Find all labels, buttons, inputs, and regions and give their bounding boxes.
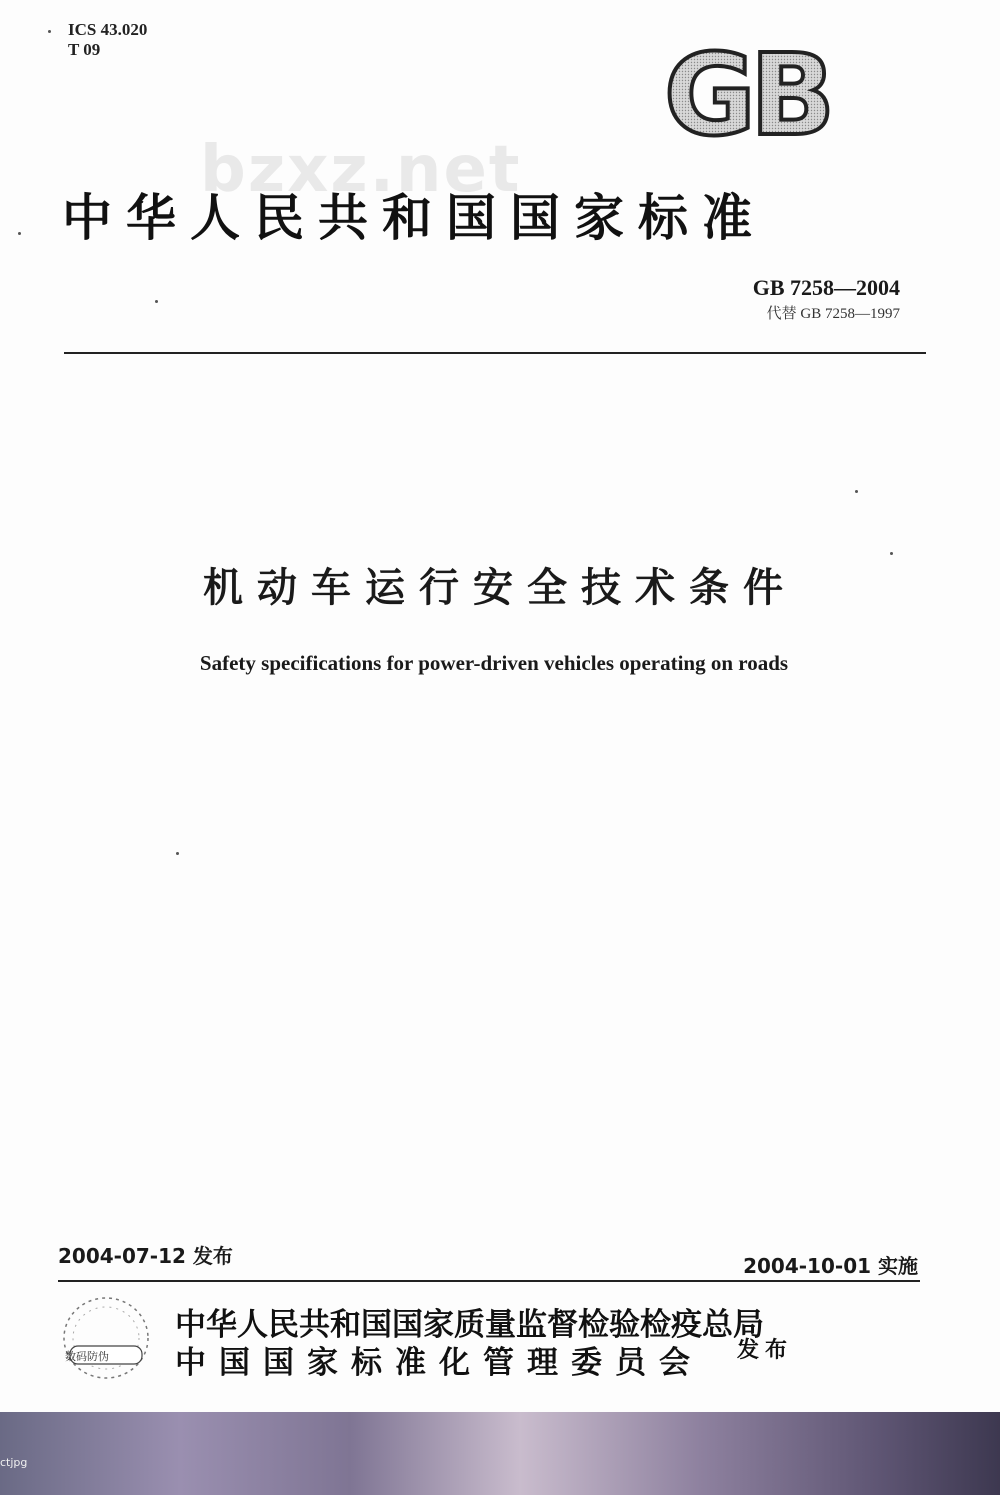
publisher-organizations bbox=[175, 1306, 764, 1382]
seal-label: 数码防伪 bbox=[65, 1350, 109, 1363]
scan-speck bbox=[890, 552, 893, 555]
scan-speck bbox=[48, 30, 51, 33]
document-title-en: Safety specifications for power-driven vehicles operating on roads bbox=[199, 651, 789, 675]
gb-logo bbox=[660, 40, 872, 144]
ics-number: ICS 43.020 bbox=[68, 20, 148, 39]
replaces-standard: 代替 GB 7258—1997 bbox=[766, 306, 900, 322]
class-code: T 09 bbox=[68, 40, 101, 59]
issue-date: 2004-07-12 发布 bbox=[58, 1244, 233, 1268]
publish-label: 发布 bbox=[737, 1338, 794, 1363]
top-divider bbox=[64, 352, 926, 354]
anti-counterfeit-seal bbox=[58, 1292, 154, 1384]
scan-speck bbox=[18, 232, 21, 235]
scan-speck bbox=[155, 300, 158, 303]
bottom-divider bbox=[58, 1280, 920, 1282]
watermark: bzxz.net bbox=[200, 133, 522, 207]
standard-number: GB 7258—2004 bbox=[752, 275, 900, 300]
edge-filename-label: ctjpg bbox=[0, 1456, 28, 1469]
background-photo-strip bbox=[0, 1412, 1000, 1495]
scan-speck bbox=[855, 490, 858, 493]
scan-speck bbox=[176, 852, 179, 855]
main-title: 中华人民共和国国家标准 bbox=[62, 189, 766, 247]
publisher-line-1: 中华人民共和国国家质量监督检验检疫总局 bbox=[175, 1307, 764, 1343]
publisher-line-2: 中国国家标准化管理委员会 bbox=[175, 1345, 703, 1381]
gb-logo-text: GB bbox=[664, 40, 830, 144]
ics-code bbox=[68, 20, 147, 60]
standard-number-block bbox=[753, 275, 900, 323]
document-title-cn: 机动车运行安全技术条件 bbox=[203, 565, 797, 611]
implementation-date: 2004-10-01 实施 bbox=[743, 1254, 918, 1278]
